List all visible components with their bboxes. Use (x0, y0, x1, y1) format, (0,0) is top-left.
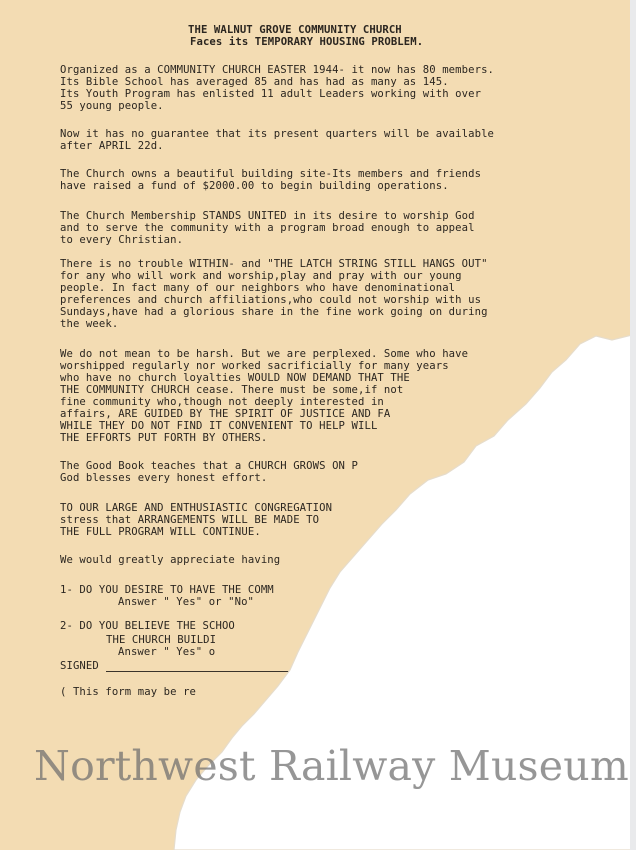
footer-note: ( This form may be re (60, 686, 197, 698)
title-line-1: THE WALNUT GROVE COMMUNITY CHURCH (188, 24, 402, 36)
body-line: THE FULL PROGRAM WILL CONTINUE. (60, 526, 261, 538)
body-line: the week. (60, 318, 119, 330)
signed-label: SIGNED (60, 660, 99, 672)
body-line: TO OUR LARGE AND ENTHUSIASTIC CONGREGATION (60, 502, 333, 514)
title-line-2: Faces its TEMPORARY HOUSING PROBLEM. (190, 36, 424, 48)
body-line: THE EFFORTS PUT FORTH BY OTHERS. (60, 432, 268, 444)
museum-watermark: Northwest Railway Museum (34, 742, 629, 790)
question-2-answer-hint: Answer " Yes" o (118, 646, 216, 658)
body-line: God blesses every honest effort. (60, 472, 268, 484)
body-line: The Good Book teaches that a CHURCH GROWS ON P (60, 460, 358, 472)
question-1: 1- DO YOU DESIRE TO HAVE THE COMM (60, 584, 274, 596)
body-line: Organized as a COMMUNITY CHURCH EASTER 1944- it now has 80 members. (60, 64, 495, 76)
body-line: There is no trouble WITHIN- and "THE LATCH STRING STILL HANGS OUT" (60, 258, 488, 270)
body-line: have raised a fund of $2000.00 to begin building operations. (60, 180, 449, 192)
body-line: WHILE THEY DO NOT FIND IT CONVENIENT TO HELP WILL (60, 420, 378, 432)
body-line: and to serve the community with a program broad enough to appeal (60, 222, 475, 234)
body-line: Now it has no guarantee that its present quarters will be available (60, 128, 495, 140)
body-line: stress that ARRANGEMENTS WILL BE MADE TO (60, 514, 320, 526)
body-line: worshipped regularly nor worked sacrificially for many years (60, 360, 449, 372)
body-line: We would greatly appreciate having (60, 554, 281, 566)
body-line: preferences and church affiliations,who could not worship with us (60, 294, 482, 306)
body-line: THE COMMUNITY CHURCH cease. There must be some,if not (60, 384, 404, 396)
body-line: Its Bible School has averaged 85 and has had as many as 145. (60, 76, 449, 88)
body-line: We do not mean to be harsh. But we are perplexed. Some who have (60, 348, 469, 360)
body-line: affairs, ARE GUIDED BY THE SPIRIT OF JUSTICE AND FA (60, 408, 391, 420)
body-line: 55 young people. (60, 100, 164, 112)
question-1-answer-hint: Answer " Yes" or "No" (118, 596, 255, 608)
body-line: Sundays,have had a glorious share in the fine work going on during (60, 306, 488, 318)
body-line: The Church Membership STANDS UNITED in its desire to worship God (60, 210, 475, 222)
body-line: to every Christian. (60, 234, 184, 246)
body-line: The Church owns a beautiful building site-Its members and friends (60, 168, 482, 180)
question-2-continued: THE CHURCH BUILDI (106, 634, 217, 646)
question-2: 2- DO YOU BELIEVE THE SCHOO (60, 620, 235, 632)
body-line: after APRIL 22d. (60, 140, 164, 152)
body-line: Its Youth Program has enlisted 11 adult Leaders working with over (60, 88, 482, 100)
body-line: who have no church loyalties WOULD NOW DEMAND THAT THE (60, 372, 410, 384)
body-line: for any who will work and worship,play and pray with our young (60, 270, 462, 282)
scan-edge (630, 0, 636, 850)
body-line: fine community who,though not deeply interested in (60, 396, 384, 408)
body-line: people. In fact many of our neighbors who have denominational (60, 282, 456, 294)
